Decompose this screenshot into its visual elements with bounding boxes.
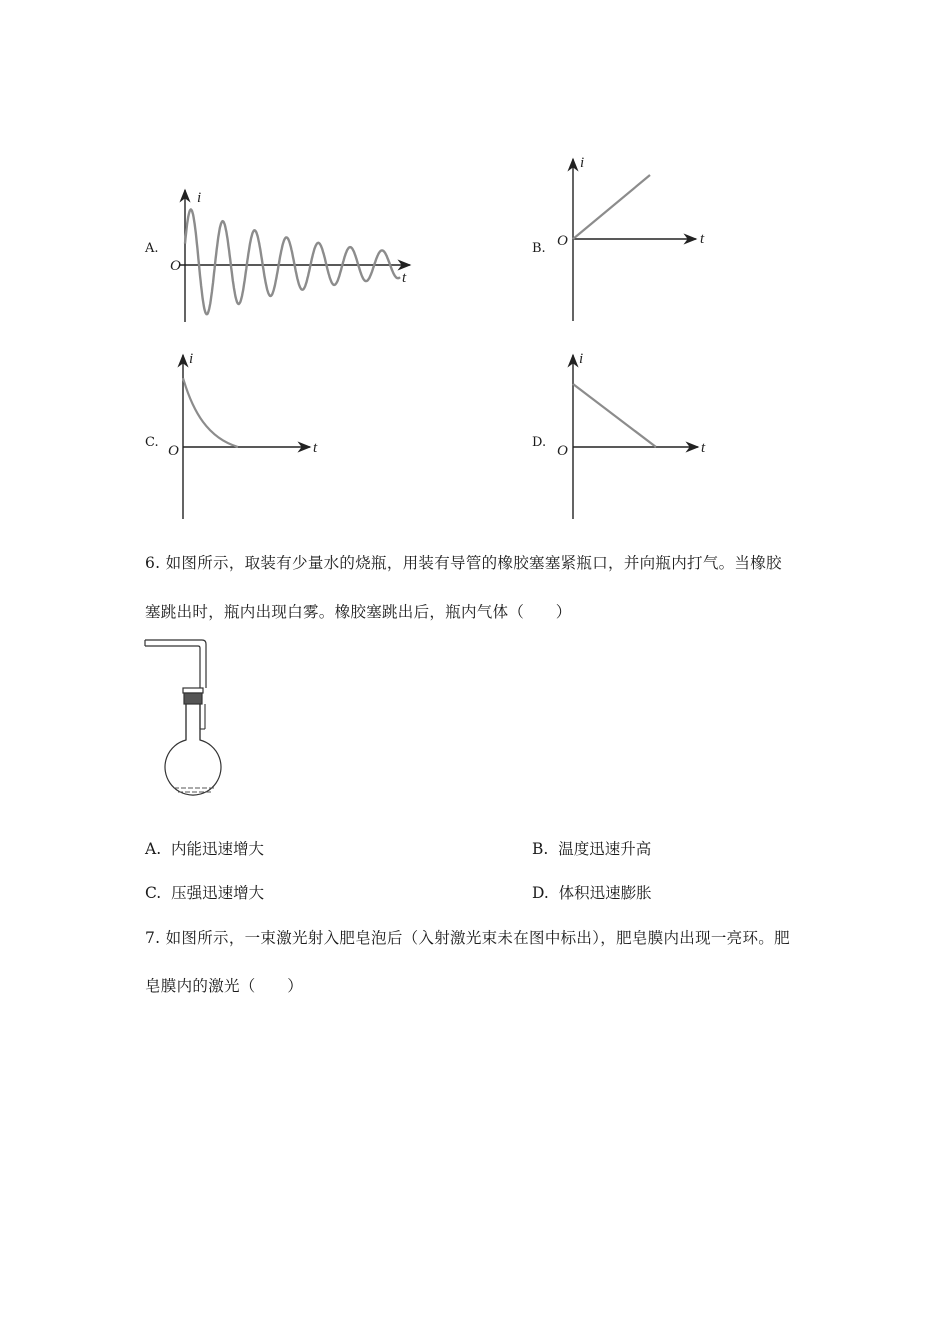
damped-oscillation-curve (185, 210, 400, 315)
graph-c (160, 350, 330, 522)
option-d-label: D. (532, 435, 547, 450)
x-axis-label: t (700, 231, 705, 247)
x-axis-label: t (313, 440, 318, 456)
graph-b (548, 155, 718, 325)
q6-option-c[interactable] (145, 881, 264, 903)
origin-label: O (557, 233, 568, 249)
option-letter: A. (145, 840, 162, 858)
origin-label: O (170, 258, 181, 274)
graph-d (548, 350, 718, 522)
flask-body (165, 704, 221, 795)
x-axis-label: t (402, 270, 407, 286)
option-text: 内能迅速增大 (170, 840, 264, 858)
question-6-line-2: 塞跳出时，瓶内出现白雾。橡胶塞跳出后，瓶内气体（ ） (145, 603, 572, 621)
y-axis-label: i (579, 351, 584, 367)
flask-illustration (140, 636, 240, 806)
rubber-stopper (184, 693, 202, 704)
y-axis-label: i (189, 351, 194, 367)
option-text: 温度迅速升高 (558, 840, 652, 858)
option-letter: D. (532, 884, 549, 902)
origin-label: O (557, 443, 568, 459)
option-text: 体积迅速膨胀 (558, 884, 652, 902)
option-c-label: C. (145, 435, 159, 450)
question-7-line-1: 7. 如图所示，一束激光射入肥皂泡后（入射激光束未在图中标出），肥皂膜内出现一亮环。肥 (145, 929, 790, 947)
origin-label: O (168, 443, 179, 459)
exponential-decay-curve (183, 378, 238, 447)
linear-increasing-line (573, 175, 650, 239)
q6-option-a[interactable] (145, 837, 264, 859)
x-axis-label: t (701, 440, 706, 456)
option-text: 压强迅速增大 (171, 884, 265, 902)
question-6-line-1: 6. 如图所示，取装有少量水的烧瓶，用装有导管的橡胶塞塞紧瓶口，并向瓶内打气。当橡胶 (145, 554, 782, 572)
y-axis-label: i (580, 155, 585, 171)
graph-a (160, 185, 420, 325)
q6-option-d[interactable] (532, 881, 652, 903)
option-letter: C. (145, 884, 162, 902)
option-a-label: A. (145, 241, 159, 256)
q6-option-b[interactable] (532, 837, 651, 859)
y-axis-label: i (197, 190, 202, 206)
option-b-label: B. (532, 241, 546, 256)
stopper-cap (183, 688, 203, 693)
linear-decreasing-line (573, 384, 656, 447)
question-7-line-2: 皂膜内的激光（ ） (145, 977, 304, 995)
option-letter: B. (532, 840, 549, 858)
